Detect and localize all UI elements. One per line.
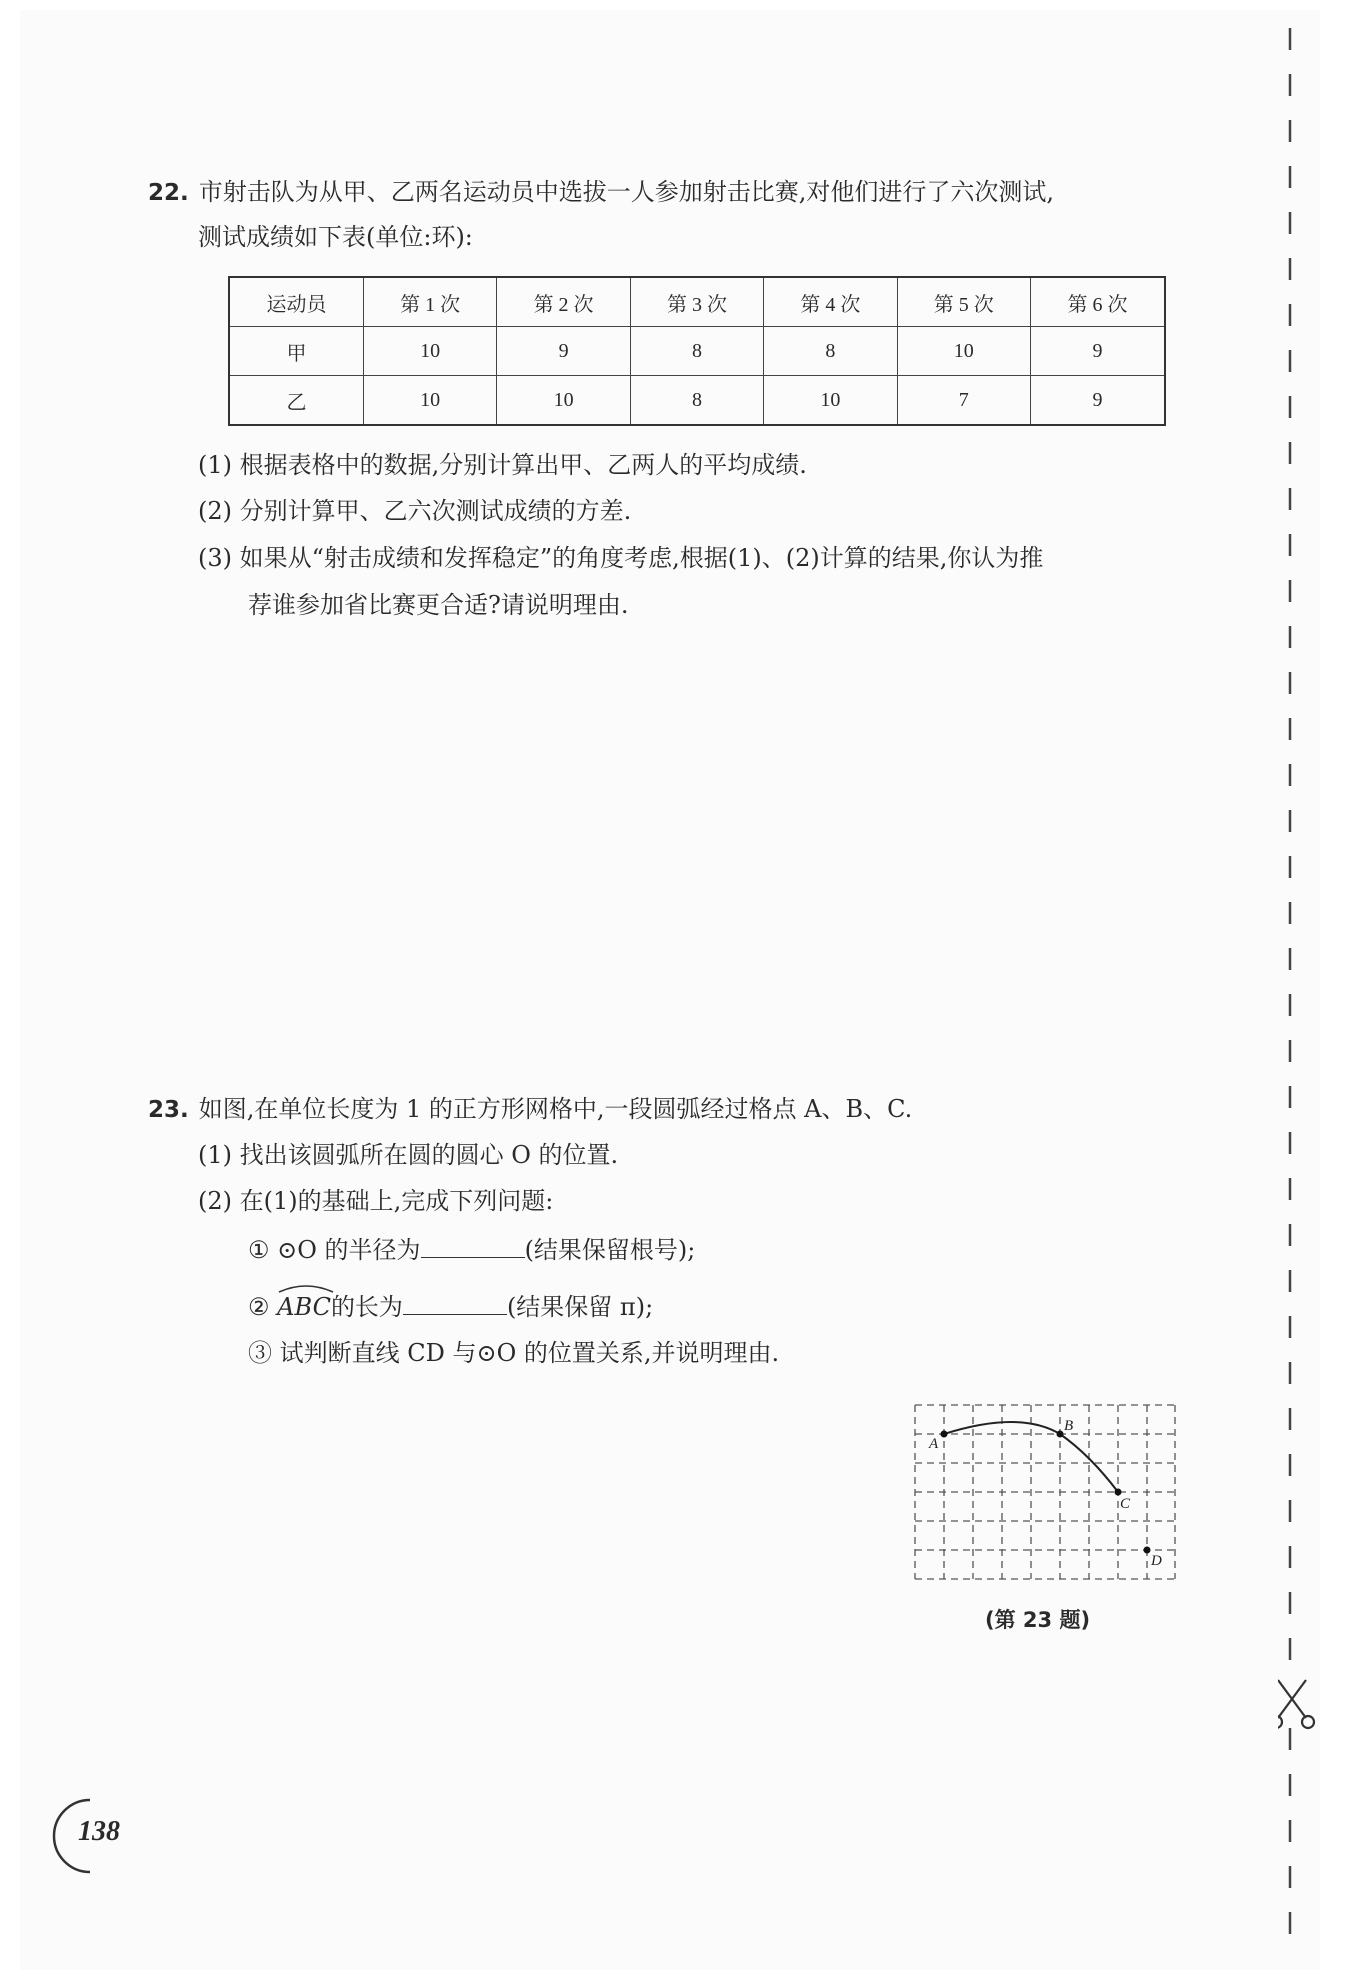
q23-stem: 23. 如图,在单位长度为 1 的正方形网格中,一段圆弧经过格点 A、B、C. [148, 1095, 913, 1123]
header-cell: 第 2 次 [497, 277, 630, 327]
header-cell: 第 6 次 [1030, 277, 1165, 327]
q23-sub3: ③ 试判断直线 CD 与⊙O 的位置关系,并说明理由. [248, 1339, 780, 1367]
q22-number: 22. [148, 180, 189, 206]
q22-part1: (1) 根据表格中的数据,分别计算出甲、乙两人的平均成绩. [198, 451, 807, 479]
page-number-badge [50, 1796, 130, 1876]
table-cell: 7 [897, 376, 1030, 426]
header-cell: 运动员 [229, 277, 363, 327]
score-table [228, 276, 1166, 426]
page-number: 138 [78, 1816, 120, 1847]
table-cell: 9 [1030, 376, 1165, 426]
header-cell: 第 3 次 [630, 277, 763, 327]
label-b: B [1064, 1418, 1074, 1434]
q23-part1: (1) 找出该圆弧所在圆的圆心 O 的位置. [198, 1141, 619, 1169]
table-cell: 8 [630, 327, 763, 376]
answer-blank-radius[interactable] [421, 1231, 525, 1258]
cut-line [1278, 28, 1328, 1958]
point-a [941, 1431, 948, 1438]
q23-sub2: ② ABC的长为 (结果保留 π); [248, 1288, 653, 1324]
label-a: A [929, 1436, 939, 1452]
answer-blank-arc-length[interactable] [403, 1288, 507, 1315]
scissors-icon [1278, 1680, 1314, 1728]
table-cell: 9 [1030, 327, 1165, 376]
table-cell: 10 [764, 376, 897, 426]
table-header-row [229, 277, 1165, 327]
table-cell: 10 [363, 376, 496, 426]
label-c: C [1120, 1496, 1131, 1512]
table-row [229, 376, 1165, 426]
q22-part3-line1: (3) 如果从“射击成绩和发挥稳定”的角度考虑,根据(1)、(2)计算的结果,你认为推 [198, 544, 1044, 572]
table-cell: 8 [630, 376, 763, 426]
q22-part2: (2) 分别计算甲、乙六次测试成绩的方差. [198, 497, 632, 525]
q22-stem-line2: 测试成绩如下表(单位:环): [198, 223, 473, 251]
point-d [1144, 1547, 1151, 1554]
q22-stem-line1: 22. 市射击队为从甲、乙两名运动员中选拔一人参加射击比赛,对他们进行了六次测试, [148, 178, 1055, 206]
q23-part2: (2) 在(1)的基础上,完成下列问题: [198, 1187, 554, 1215]
label-d: D [1151, 1553, 1162, 1569]
table-cell: 10 [363, 327, 496, 376]
header-cell: 第 1 次 [363, 277, 496, 327]
point-c [1115, 1489, 1122, 1496]
table-cell: 10 [497, 376, 630, 426]
grid-figure [910, 1400, 1185, 1590]
table-cell: 乙 [229, 376, 363, 426]
figure-caption: (第 23 题) [985, 1608, 1091, 1632]
table-cell: 10 [897, 327, 1030, 376]
header-cell: 第 4 次 [764, 277, 897, 327]
table-row [229, 327, 1165, 376]
table-cell: 8 [764, 327, 897, 376]
table-cell: 甲 [229, 327, 363, 376]
q23-sub1: ① ⊙O 的半径为 (结果保留根号); [248, 1231, 695, 1267]
arc-abc: ABC [277, 1290, 331, 1324]
q22-part3-line2: 荐谁参加省比赛更合适?请说明理由. [248, 591, 629, 619]
arc-over-symbol [277, 1280, 335, 1294]
point-b [1057, 1431, 1064, 1438]
q23-number: 23. [148, 1097, 189, 1123]
table-cell: 9 [497, 327, 630, 376]
header-cell: 第 5 次 [897, 277, 1030, 327]
